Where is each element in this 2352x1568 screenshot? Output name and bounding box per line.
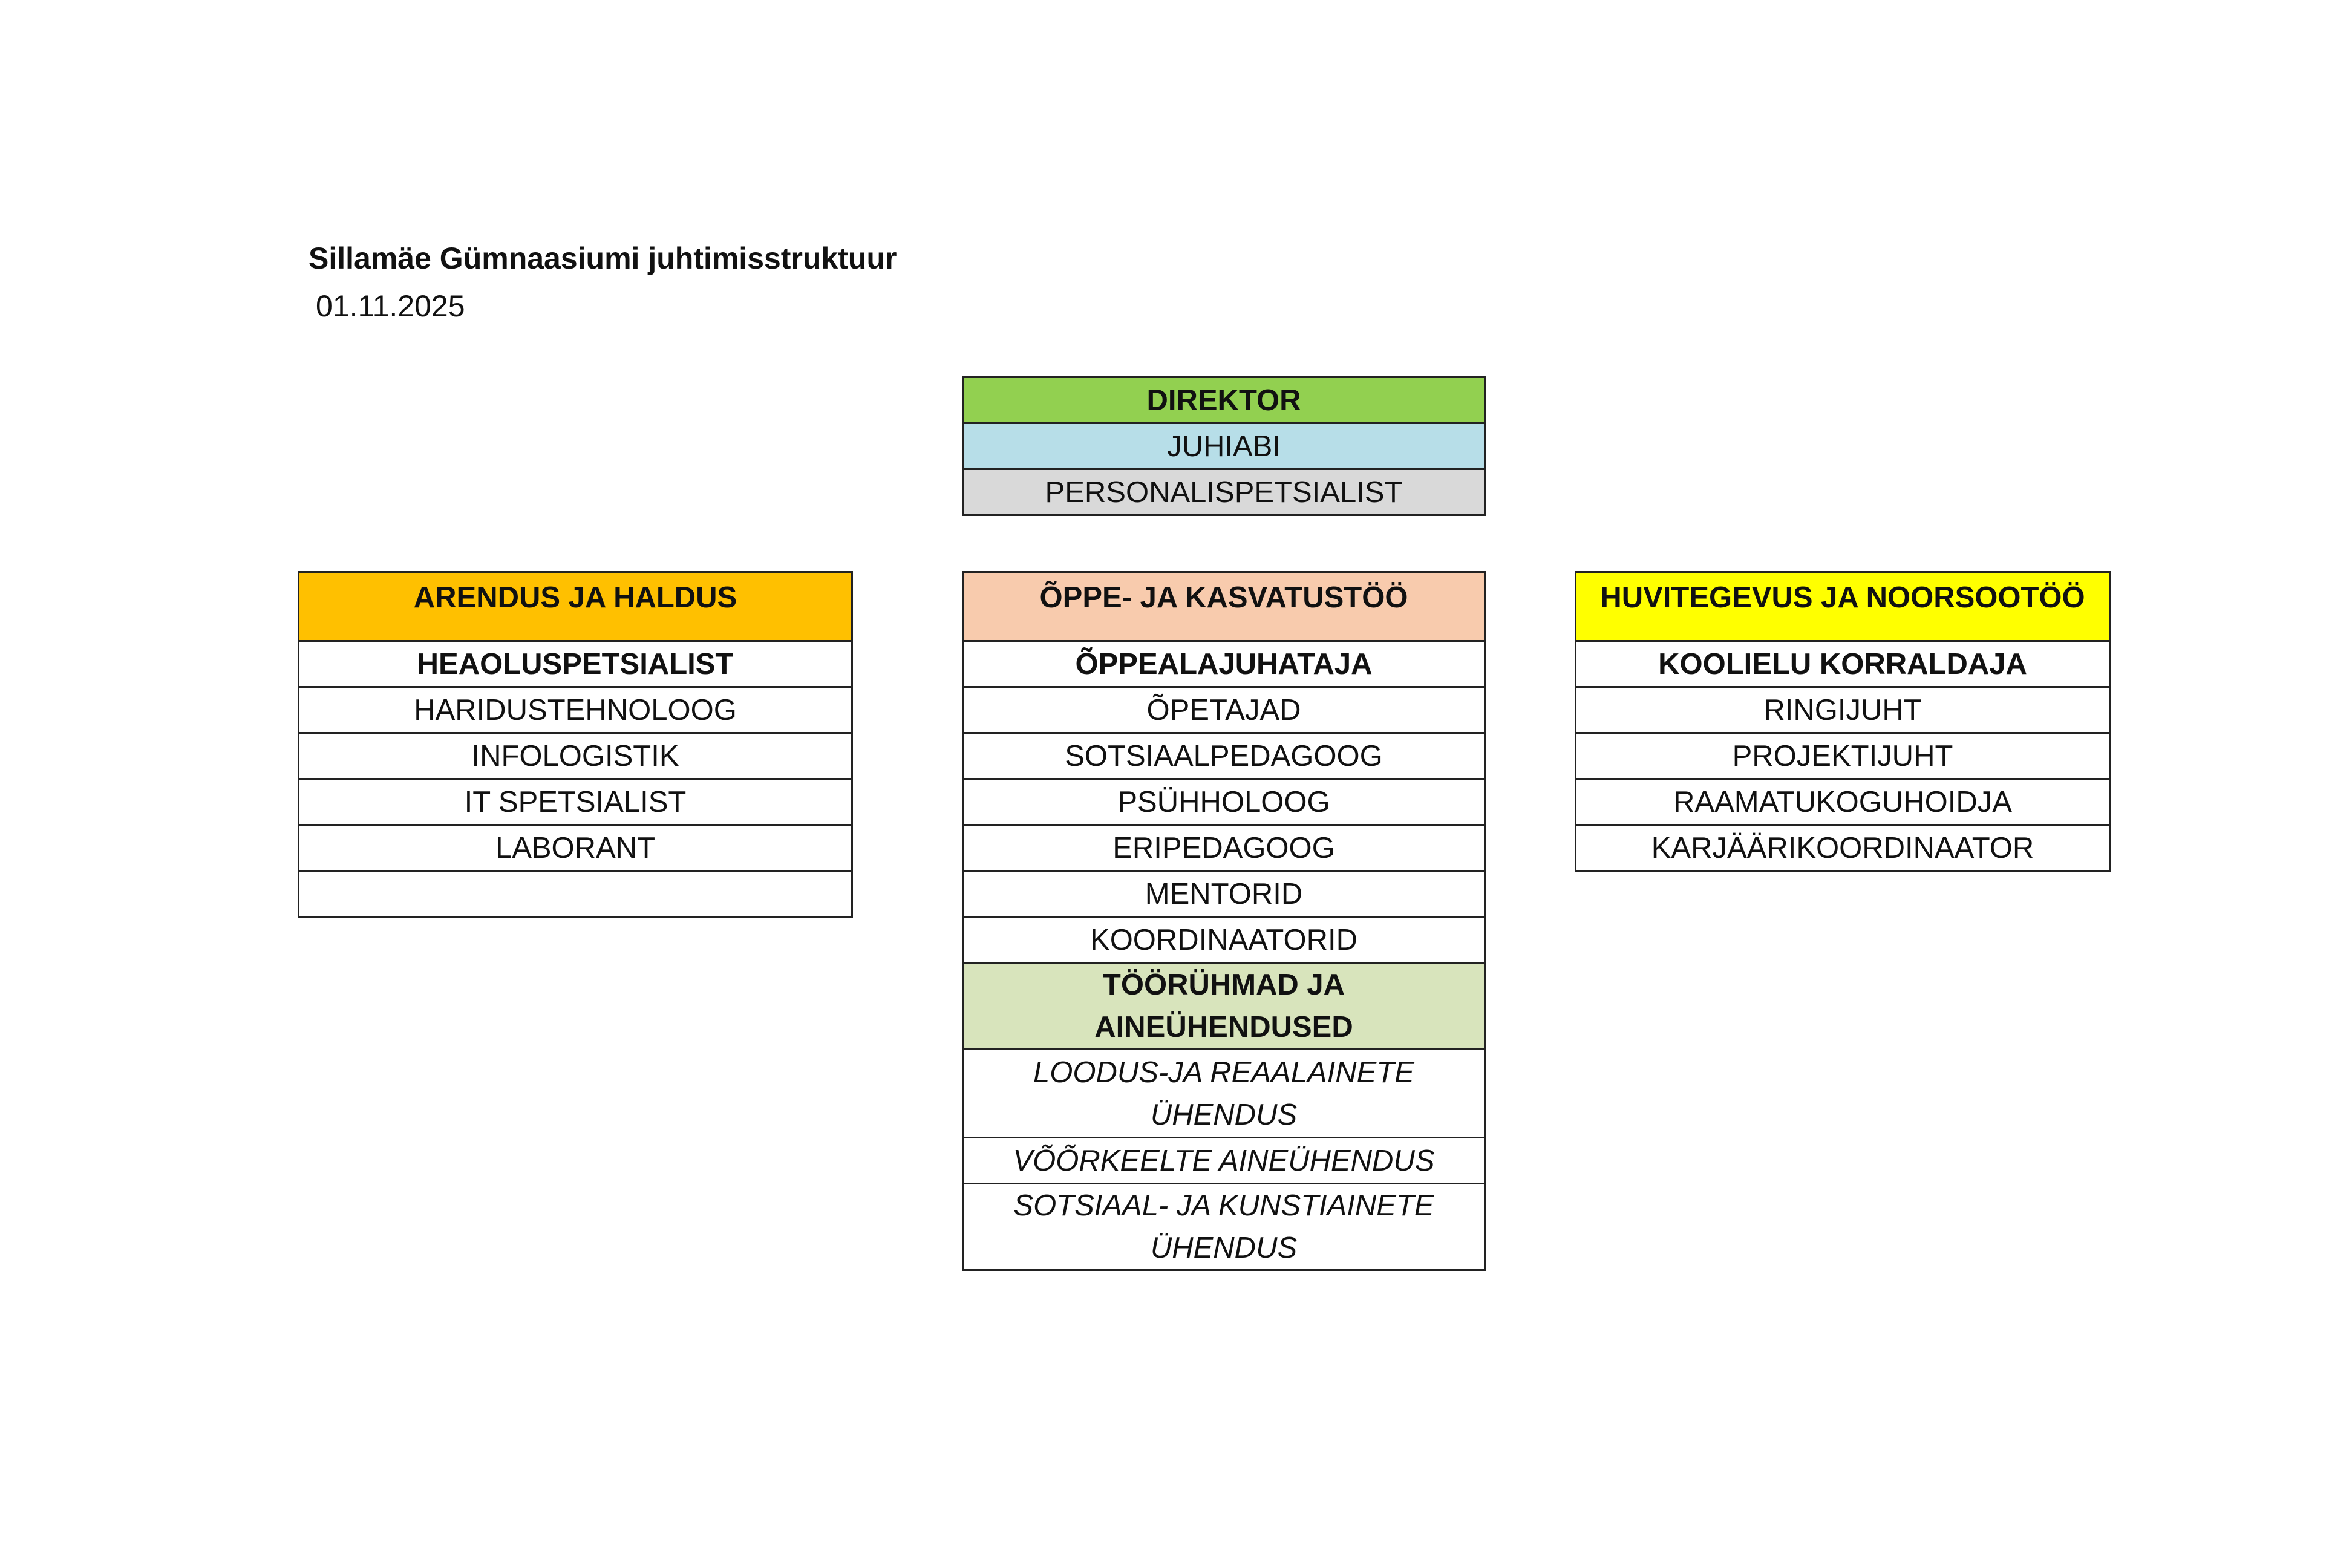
list-item: IT SPETSIALIST — [299, 779, 852, 825]
list-item: KOORDINAATORID — [963, 917, 1485, 963]
empty-cell — [299, 871, 852, 917]
list-item: SOTSIAALPEDAGOOG — [963, 733, 1485, 779]
document-date: 01.11.2025 — [316, 289, 465, 323]
document-title: Sillamäe Gümnaasiumi juhtimisstruktuur — [309, 241, 897, 275]
director-block — [962, 376, 1486, 516]
list-item: ERIPEDAGOOG — [963, 825, 1485, 871]
list-item: ÕPETAJAD — [963, 687, 1485, 733]
list-item: INFOLOGISTIK — [299, 733, 852, 779]
subject-association-item: VÕÕRKEELTE AINEÜHENDUS — [963, 1138, 1485, 1184]
assistant-cell: JUHIABI — [963, 423, 1485, 469]
list-item: MENTORID — [963, 871, 1485, 917]
list-item: PROJEKTIJUHT — [1576, 733, 2110, 779]
teaching-education-header: ÕPPE- JA KASVATUSTÖÖ — [963, 572, 1485, 641]
hobby-youth-block — [1575, 571, 2111, 872]
list-item: PSÜHHOLOOG — [963, 779, 1485, 825]
list-item: RAAMATUKOGUHOIDJA — [1576, 779, 2110, 825]
development-admin-block — [298, 571, 853, 918]
list-item: KARJÄÄRIKOORDINAATOR — [1576, 825, 2110, 871]
wellbeing-specialist-cell: HEAOLUSPETSIALIST — [299, 641, 852, 687]
subject-association-item: SOTSIAAL- JA KUNSTIAINETE ÜHENDUS — [963, 1184, 1485, 1270]
teaching-education-block — [962, 571, 1486, 1271]
hobby-youth-header: HUVITEGEVUS JA NOORSOOTÖÖ — [1576, 572, 2110, 641]
development-admin-header: ARENDUS JA HALDUS — [299, 572, 852, 641]
hr-specialist-cell: PERSONALISPETSIALIST — [963, 469, 1485, 515]
school-life-organizer-cell: KOOLIELU KORRALDAJA — [1576, 641, 2110, 687]
list-item: RINGIJUHT — [1576, 687, 2110, 733]
list-item: HARIDUSTEHNOLOOG — [299, 687, 852, 733]
subject-association-item: LOODUS-JA REAALAINETE ÜHENDUS — [963, 1050, 1485, 1138]
director-cell: DIREKTOR — [963, 377, 1485, 423]
academic-head-cell: ÕPPEALAJUHATAJA — [963, 641, 1485, 687]
working-groups-header: TÖÖRÜHMAD JA AINEÜHENDUSED — [963, 963, 1485, 1050]
list-item: LABORANT — [299, 825, 852, 871]
